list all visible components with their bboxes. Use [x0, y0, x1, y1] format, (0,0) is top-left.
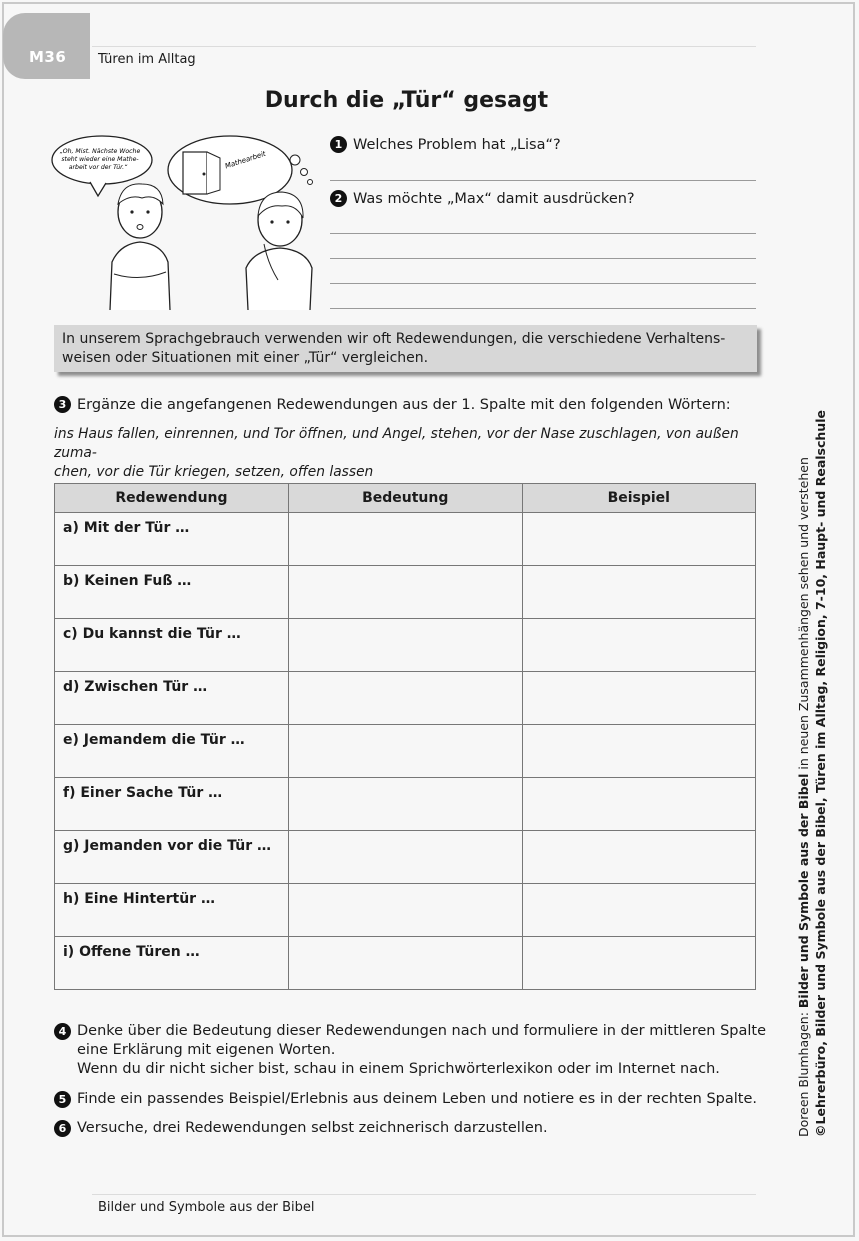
column-header-beispiel: Beispiel — [522, 484, 755, 513]
question-2 — [330, 190, 635, 207]
meaning-cell[interactable] — [288, 566, 522, 619]
answer-line — [330, 233, 756, 234]
word-list — [54, 425, 759, 482]
meaning-cell[interactable] — [288, 725, 522, 778]
number-badge-2: 2 — [330, 190, 347, 207]
example-cell[interactable] — [522, 513, 755, 566]
idiom-cell: g) Jemanden vor die Tür … — [55, 831, 289, 884]
speech-line-1: „Oh, Mist. Nächste Woche — [59, 148, 141, 155]
word-list-line-2: chen, vor die Tür kriegen, setzen, offen lassen — [54, 464, 374, 480]
example-cell[interactable] — [522, 937, 755, 990]
idiom-cell: b) Keinen Fuß … — [55, 566, 289, 619]
idiom-table — [54, 483, 756, 990]
example-cell[interactable] — [522, 831, 755, 884]
credit-book-title: Bilder und Symbole aus der Bibel — [796, 773, 811, 1009]
worksheet-title: Durch die „Tür“ gesagt — [264, 88, 549, 113]
table-header-row — [55, 484, 756, 513]
credit-author: Doreen Blumhagen: — [796, 1008, 811, 1137]
table-row — [55, 566, 756, 619]
column-header-redewendung: Redewendung — [55, 484, 289, 513]
idiom-cell: d) Zwischen Tür … — [55, 672, 289, 725]
task-4-line-3: Wenn du dir nicht sicher bist, schau in einem Sprichwörterlexikon oder im Internet nach. — [77, 1061, 720, 1077]
side-credit — [795, 410, 829, 1137]
question-1 — [330, 136, 561, 153]
number-badge-1: 1 — [330, 136, 347, 153]
task-6-text: Versuche, drei Redewendungen selbst zeichnerisch darzustellen. — [77, 1120, 548, 1136]
footer-text: Bilder und Symbole aus der Bibel — [98, 1200, 315, 1215]
speech-line-3: arbeit vor der Tür.“ — [68, 164, 128, 171]
speech-line-2: steht wieder eine Mathe- — [61, 156, 139, 163]
task-3-text: Ergänze die angefangenen Redewendungen aus der 1. Spalte mit den folgenden Wörtern: — [77, 396, 731, 413]
number-badge-5: 5 — [54, 1091, 71, 1108]
example-cell[interactable] — [522, 619, 755, 672]
example-cell[interactable] — [522, 884, 755, 937]
meaning-cell[interactable] — [288, 513, 522, 566]
idiom-cell: h) Eine Hintertür … — [55, 884, 289, 937]
worksheet-badge — [3, 13, 90, 79]
table-row — [55, 831, 756, 884]
badge-label: M36 — [29, 48, 67, 66]
meaning-cell[interactable] — [288, 831, 522, 884]
meaning-cell[interactable] — [288, 884, 522, 937]
answer-line — [330, 258, 756, 259]
example-cell[interactable] — [522, 566, 755, 619]
idiom-cell: f) Einer Sache Tür … — [55, 778, 289, 831]
door-label: Mathearbeit — [223, 149, 267, 171]
info-box — [54, 325, 757, 372]
number-badge-6: 6 — [54, 1120, 71, 1137]
info-line-1: In unserem Sprachgebrauch verwenden wir oft Redewendungen, die verschiedene Verhaltens- — [62, 331, 726, 347]
meaning-cell[interactable] — [288, 937, 522, 990]
task-5 — [54, 1090, 757, 1109]
credit-subtitle: in neuen Zusammenhängen sehen und verstehen — [796, 457, 811, 774]
idiom-cell: a) Mit der Tür … — [55, 513, 289, 566]
task-4-line-2: eine Erklärung mit eigenen Worten. — [77, 1042, 336, 1058]
task-6 — [54, 1119, 548, 1138]
word-list-line-1: ins Haus fallen, einrennen, und Tor öffnen, und Angel, stehen, vor der Nase zuschlagen, von außen zuma- — [54, 426, 739, 461]
table-row — [55, 778, 756, 831]
example-cell[interactable] — [522, 725, 755, 778]
idiom-cell: i) Offene Türen … — [55, 937, 289, 990]
table-row — [55, 937, 756, 990]
answer-line — [330, 283, 756, 284]
example-cell[interactable] — [522, 778, 755, 831]
task-5-text: Finde ein passendes Beispiel/Erlebnis aus deinem Leben und notiere es in der rechten Spalte. — [77, 1091, 758, 1107]
table-row — [55, 619, 756, 672]
answer-line — [330, 180, 756, 181]
meaning-cell[interactable] — [288, 619, 522, 672]
side-credit-line-1 — [795, 410, 812, 1137]
example-cell[interactable] — [522, 672, 755, 725]
header-divider — [92, 46, 756, 47]
question-2-text: Was möchte „Max“ damit ausdrücken? — [353, 190, 635, 207]
answer-line — [330, 308, 756, 309]
column-header-bedeutung: Bedeutung — [288, 484, 522, 513]
table-row — [55, 513, 756, 566]
task-4 — [54, 1022, 766, 1079]
meaning-cell[interactable] — [288, 672, 522, 725]
footer-divider — [92, 1194, 756, 1195]
meaning-cell[interactable] — [288, 778, 522, 831]
idiom-cell: c) Du kannst die Tür … — [55, 619, 289, 672]
side-credit-line-2: ©Lehrerbüro, Bilder und Symbole aus der Bibel, Türen im Alltag, Religion, 7-10, Haupt- und Realschule — [813, 410, 828, 1137]
number-badge-3: 3 — [54, 396, 71, 413]
cartoon-illustration — [50, 132, 320, 312]
idiom-cell: e) Jemandem die Tür … — [55, 725, 289, 778]
table-row — [55, 725, 756, 778]
task-3 — [54, 396, 731, 413]
table-row — [55, 884, 756, 937]
question-1-text: Welches Problem hat „Lisa“? — [353, 136, 561, 153]
number-badge-4: 4 — [54, 1023, 71, 1040]
table-row — [55, 672, 756, 725]
task-4-line-1: Denke über die Bedeutung dieser Redewendungen nach und formuliere in der mittleren Spalte — [77, 1023, 767, 1039]
info-line-2: weisen oder Situationen mit einer „Tür“ vergleichen. — [62, 350, 429, 366]
header-title: Türen im Alltag — [98, 52, 196, 67]
